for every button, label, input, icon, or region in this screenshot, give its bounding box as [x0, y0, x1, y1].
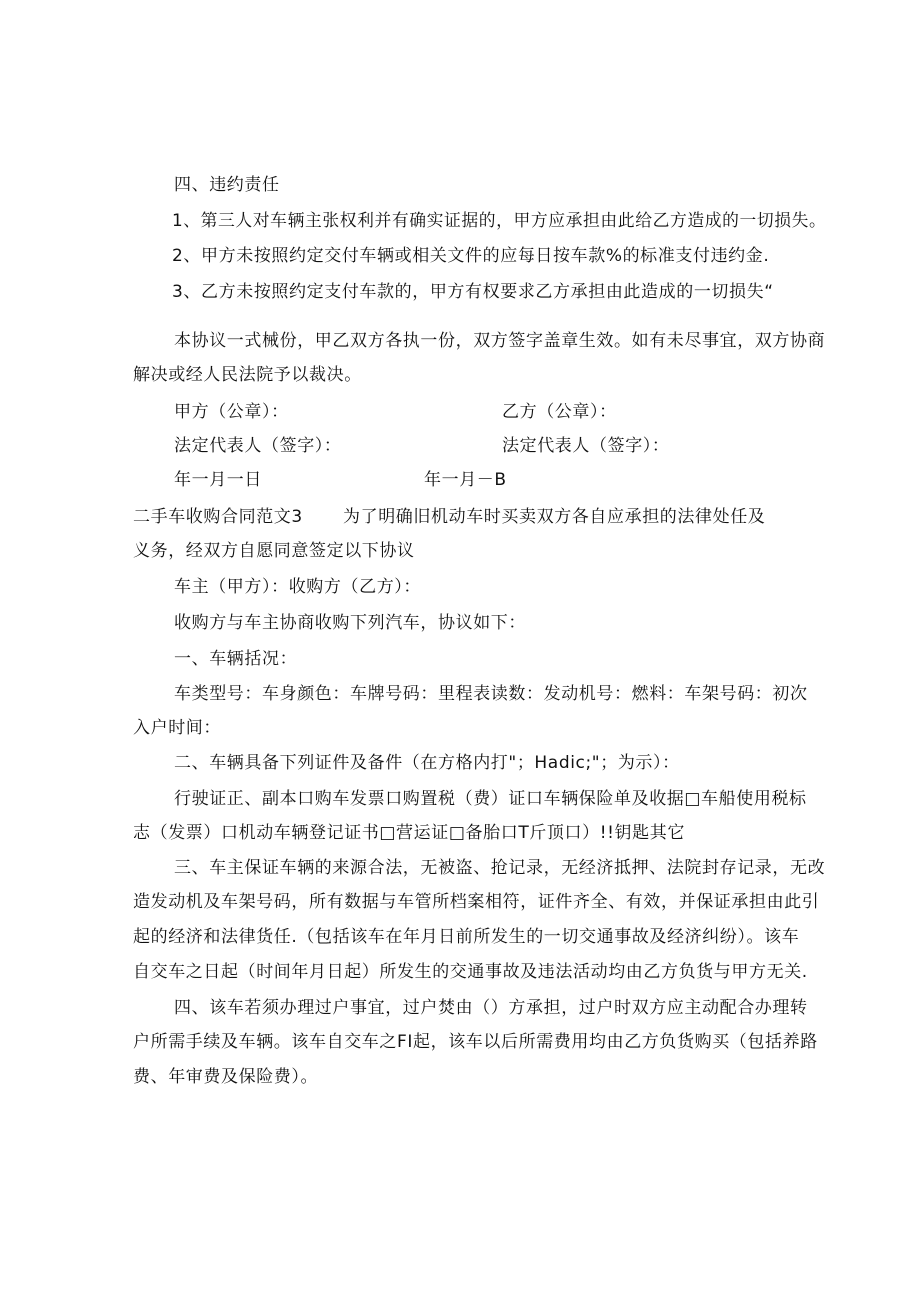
- breach-item-2: 2、甲方未按照约定交付车辆或相关文件的应每日按车款%的标准支付违约金.: [172, 246, 770, 266]
- vehicle-section-heading: 一、车辆括况：: [174, 649, 298, 669]
- contract-3-intro-line-2: 义务，经双方自愿同意签定以下协议: [133, 541, 415, 561]
- closing-text-line-1: 本协议一式械份，甲乙双方各执一份，双方签字盖章生效。如有未尽事宜，双方协商: [174, 331, 826, 351]
- contract-3-preamble: 收购方与车主协商收购下列汽车，协议如下：: [174, 613, 526, 633]
- party-b-seal-label: 乙方（公章）：: [502, 402, 617, 422]
- vehicle-fields-line-2: 入户时间：: [133, 718, 221, 738]
- transfer-section-line-3: 费、年审费及保险费）。: [133, 1067, 319, 1087]
- breach-item-3: 3、乙方未按照约定支付车款的，甲方有权要求乙方承担由此造成的一切损失“: [172, 282, 774, 302]
- transfer-section-line-2: 户所需手续及车辆。该车自交车之FI起，该车以后所需费用均由乙方负货购买（包括养路: [133, 1032, 818, 1052]
- party-a-date: 年一月一日: [174, 470, 262, 490]
- contract-3-title: 二手车收购合同范文3: [133, 507, 303, 527]
- vehicle-fields-line-1: 车类型号：车身颜色：车牌号码：里程表读数：发动机号：燃料：车架号码：初次: [174, 684, 808, 704]
- party-a-rep-label: 法定代表人（签字）：: [174, 436, 342, 456]
- owner-guarantee-line-4: 自交车之日起（时间年月日起）所发生的交通事故及违法活动均由乙方负货与甲方无关.: [133, 962, 808, 982]
- contract-3-intro-line-1: 为了明确旧机动车时买卖双方各自应承担的法律处任及: [343, 507, 766, 527]
- documents-list-line-2: 志（发票）口机动车辆登记证书□营运证□备胎口T斤顶口）!!钥匙其它: [133, 823, 685, 843]
- documents-section-heading: 二、车辆具备下列证件及备件（在方格内打"；Hadic;"；为示）：: [174, 753, 680, 773]
- party-a-seal-label: 甲方（公章）：: [174, 402, 289, 422]
- documents-list-line-1: 行驶证正、副本口购车发票口购置税（费）证口车辆保险单及收据□车船使用税标: [174, 789, 807, 809]
- party-b-rep-label: 法定代表人（签字）：: [502, 436, 670, 456]
- contract-3-parties: 车主（甲方）：收购方（乙方）：: [174, 577, 421, 597]
- party-b-date: 年一月－B: [424, 470, 507, 490]
- transfer-section-line-1: 四、该车若须办理过户事宜，过户焚由（）方承担，过户时双方应主动配合办理转: [174, 998, 808, 1018]
- closing-text-line-2: 解决或经人民法院予以裁决。: [133, 365, 362, 385]
- owner-guarantee-line-3: 起的经济和法律货任.（包括该车在年月日前所发生的一切交通事故及经济纠纷）。该车: [133, 927, 800, 947]
- section-heading-breach: 四、违约责任: [174, 175, 280, 195]
- breach-item-1: 1、第三人对车辆主张权利并有确实证据的，甲方应承担由此给乙方造成的一切损失。: [172, 210, 827, 230]
- owner-guarantee-line-2: 造发动机及车架号码，所有数据与车管所档案相符，证件齐全、有效，并保证承担由此引: [133, 892, 820, 912]
- owner-guarantee-line-1: 三、车主保证车辆的来源合法，无被盗、抢记录，无经济抵押、法院封存记录，无改: [174, 858, 826, 878]
